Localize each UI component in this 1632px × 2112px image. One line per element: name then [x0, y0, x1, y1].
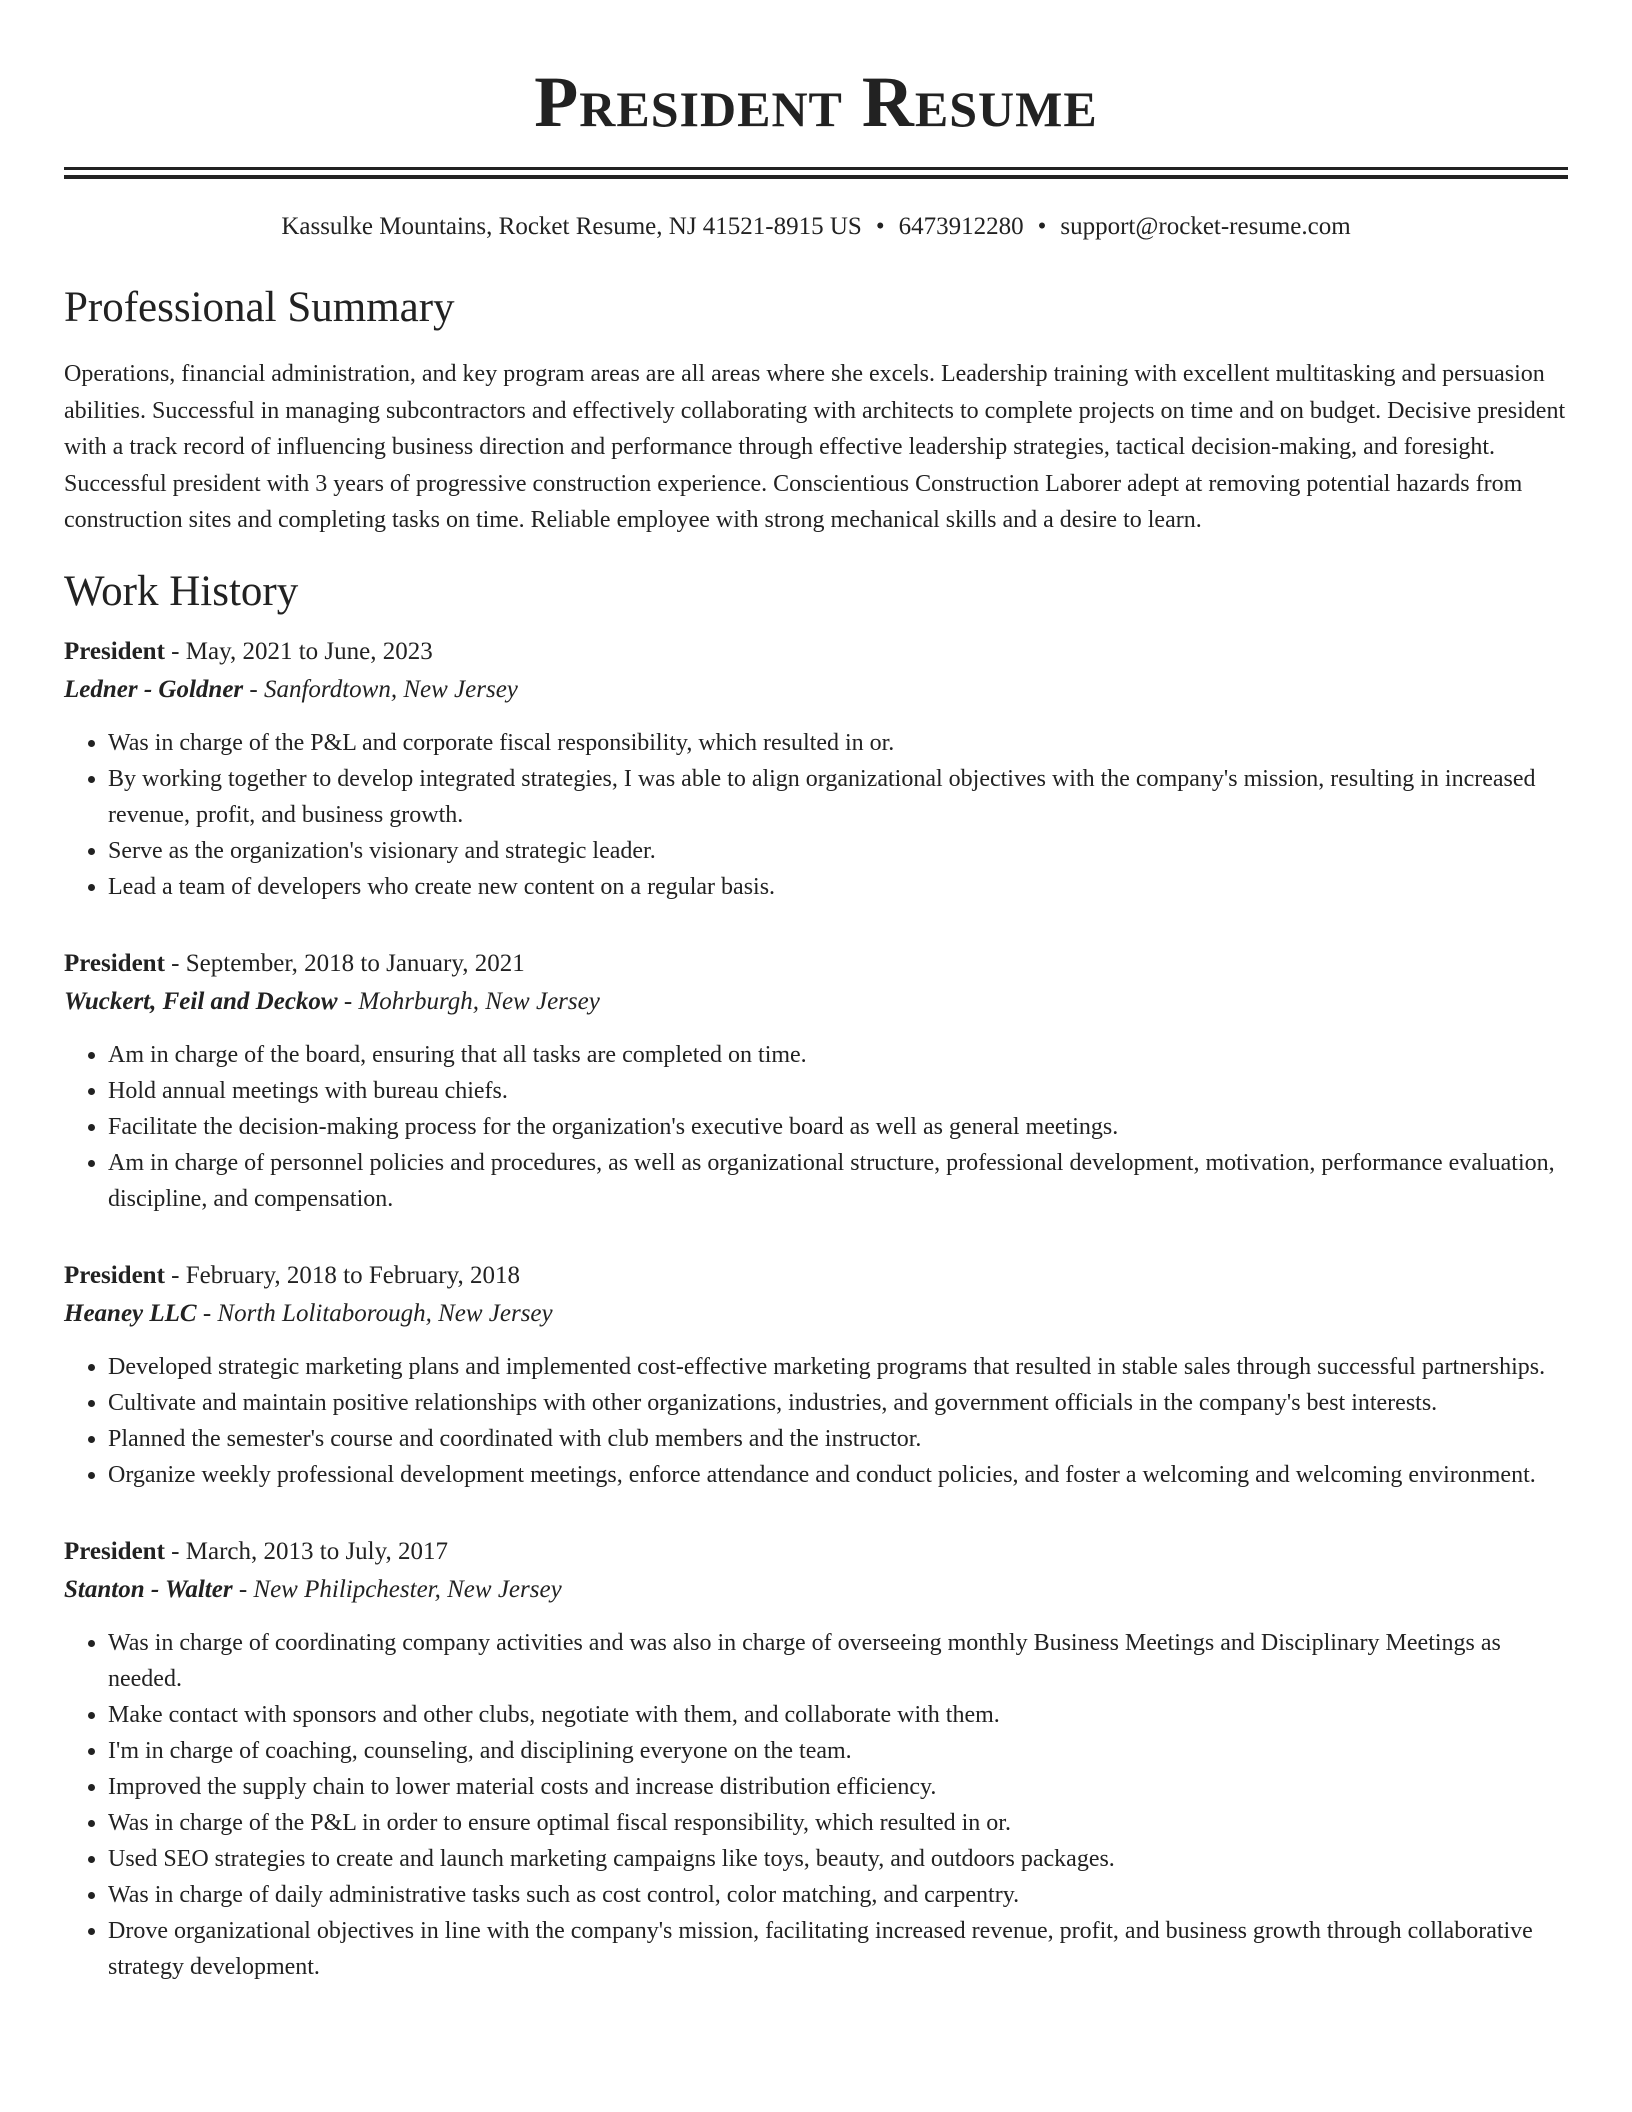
job-title-line — [64, 1257, 1568, 1295]
job-entry — [64, 1533, 1568, 1985]
job-duty: • Am in charge of personnel policies and procedures, as well as organizational structure, professional development, motivation, performance evaluation, discipline, and compensation. — [108, 1145, 1568, 1217]
job-title-line — [64, 1533, 1568, 1571]
job-company-line — [64, 983, 1568, 1021]
job-duty: • Cultivate and maintain positive relationships with other organizations, industries, and government officials in the company's best interests. — [108, 1385, 1568, 1421]
contact-line — [64, 209, 1568, 245]
summary-text: Operations, financial administration, and key program areas are all areas where she excels. Leadership training with excellent multitasking and persuasion abilities. Successful in managing subcontractors and effectively collaborating with architects to complete projects on time and on budget. Decisive president with a track record of influencing business direction and performance through effective leadership strategies, tactical decision-making, and foresight. Successful president with 3 years of progressive construction experience. Conscientious Construction Laborer adept at removing potential hazards from construction sites and completing tasks on time. Reliable employee with strong mechanical skills and a desire to learn. — [64, 361, 1566, 533]
job-duty: • Serve as the organization's visionary and strategic leader. — [108, 833, 1568, 869]
job-duty: • Developed strategic marketing plans and implemented cost-effective marketing programs that resulted in stable sales through successful partnerships. — [108, 1349, 1568, 1385]
job-duty: • Hold annual meetings with bureau chiefs. — [108, 1073, 1568, 1109]
job-title: President — [64, 1537, 165, 1565]
resume-title: President Resume — [534, 62, 1098, 142]
contact-separator: • — [875, 213, 885, 240]
job-dates: - February, 2018 to February, 2018 — [164, 1261, 520, 1289]
job-title: President — [64, 949, 165, 977]
job-duties-list — [64, 1037, 1568, 1217]
job-company: Wuckert, Feil and Deckow — [64, 987, 338, 1015]
job-company-line — [64, 1571, 1568, 1609]
job-duty: • Planned the semester's course and coordinated with club members and the instructor. — [108, 1421, 1568, 1457]
job-title-line — [64, 633, 1568, 671]
work-history-heading: Work History — [64, 567, 299, 615]
job-title-line — [64, 945, 1568, 983]
job-company: Ledner - Goldner — [64, 675, 244, 703]
job-duty: • Lead a team of developers who create new content on a regular basis. — [108, 869, 1568, 905]
job-duty: • Improved the supply chain to lower material costs and increase distribution efficiency. — [108, 1769, 1568, 1805]
job-duty: • Drove organizational objectives in line with the company's mission, facilitating increased revenue, profit, and business growth through collaborative strategy development. — [108, 1913, 1568, 1985]
job-duty: • Facilitate the decision-making process for the organization's executive board as well as general meetings. — [108, 1109, 1568, 1145]
job-location: - North Lolitaborough, New Jersey — [196, 1299, 553, 1327]
job-duties-list — [64, 1625, 1568, 1985]
contact-separator: • — [1037, 213, 1047, 240]
job-duty: • Make contact with sponsors and other clubs, negotiate with them, and collaborate with them. — [108, 1697, 1568, 1733]
job-duty: • Was in charge of coordinating company activities and was also in charge of overseeing monthly Business Meetings and Disciplinary Meetings as needed. — [108, 1625, 1568, 1697]
contact-phone: 6473912280 — [898, 213, 1024, 240]
title-divider — [64, 167, 1568, 179]
contact-email: support@rocket-resume.com — [1060, 213, 1351, 240]
job-duty: • Used SEO strategies to create and launch marketing campaigns like toys, beauty, and outdoors packages. — [108, 1841, 1568, 1877]
job-dates: - May, 2021 to June, 2023 — [164, 637, 433, 665]
job-entry — [64, 633, 1568, 905]
job-location: - Mohrburgh, New Jersey — [337, 987, 600, 1015]
job-entry — [64, 945, 1568, 1217]
job-company-line — [64, 1295, 1568, 1333]
job-duties-list — [64, 725, 1568, 905]
job-duty: • I'm in charge of coaching, counseling, and disciplining everyone on the team. — [108, 1733, 1568, 1769]
job-company: Heaney LLC — [64, 1299, 197, 1327]
job-title: President — [64, 1261, 165, 1289]
job-company: Stanton - Walter — [64, 1575, 233, 1603]
job-duty: • Organize weekly professional development meetings, enforce attendance and conduct policies, and foster a welcoming and welcoming environment. — [108, 1457, 1568, 1493]
job-duty: • Am in charge of the board, ensuring that all tasks are completed on time. — [108, 1037, 1568, 1073]
job-duty: • Was in charge of the P&L and corporate fiscal responsibility, which resulted in or. — [108, 725, 1568, 761]
job-entry — [64, 1257, 1568, 1493]
job-location: - Sanfordtown, New Jersey — [243, 675, 518, 703]
job-dates: - March, 2013 to July, 2017 — [164, 1537, 448, 1565]
job-company-line — [64, 671, 1568, 709]
job-dates: - September, 2018 to January, 2021 — [164, 949, 525, 977]
job-location: - New Philipchester, New Jersey — [232, 1575, 562, 1603]
job-duty: • Was in charge of the P&L in order to ensure optimal fiscal responsibility, which resulted in or. — [108, 1805, 1568, 1841]
contact-address: Kassulke Mountains, Rocket Resume, NJ 41521-8915 US — [281, 213, 862, 240]
job-duty: • Was in charge of daily administrative tasks such as cost control, color matching, and carpentry. — [108, 1877, 1568, 1913]
job-title: President — [64, 637, 165, 665]
summary-heading: Professional Summary — [64, 284, 455, 331]
job-duty: • By working together to develop integrated strategies, I was able to align organizational objectives with the company's mission, resulting in increased revenue, profit, and business growth. — [108, 761, 1568, 833]
job-duties-list — [64, 1349, 1568, 1493]
